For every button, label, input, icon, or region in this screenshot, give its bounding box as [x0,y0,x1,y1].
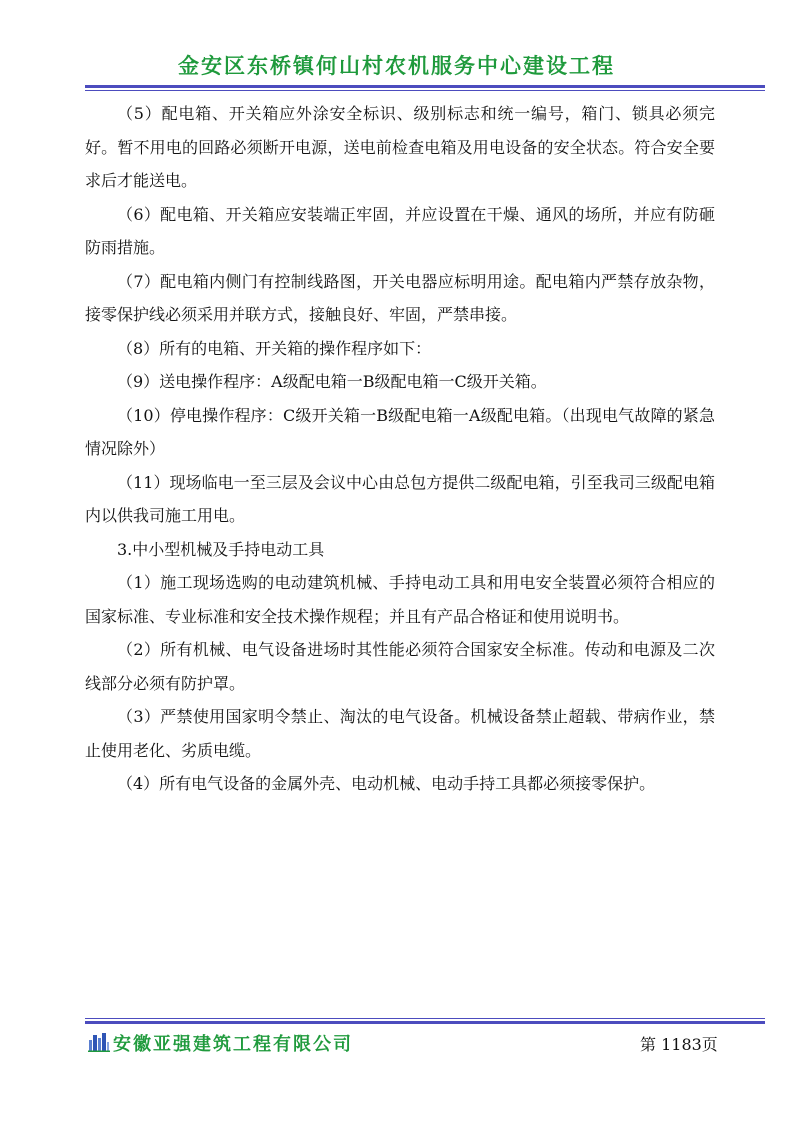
paragraph: （7）配电箱内侧门有控制线路图，开关电器应标明用途。配电箱内严禁存放杂物，接零保护线必须采用并联方式，接触良好、牢固，严禁串接。 [85,271,715,324]
paragraph: （4）所有电气设备的金属外壳、电动机械、电动手持工具都必须接零保护。 [117,774,656,793]
section-heading: 3.中小型机械及手持电动工具 [117,539,325,559]
paragraph: （3）严禁使用国家明令禁止、淘汰的电气设备。机械设备禁止超载、带病作业，禁止使用老化、劣质电缆。 [85,707,715,760]
paragraph: （8）所有的电箱、开关箱的操作程序如下： [117,338,432,358]
header-rule-thin [85,90,765,91]
header-rule-thick [85,85,765,88]
paragraph: （9）送电操作程序：A级配电箱一B级配电箱一C级开关箱。 [117,372,547,391]
paragraph: （11）现场临电一至三层及会议中心由总包方提供二级配电箱，引至我司三级配电箱内以供我司施工用电。 [85,472,715,525]
building-logo-icon [88,1032,110,1052]
document-body [85,97,715,801]
footer-company-name: 安徽亚强建筑工程有限公司 [113,1034,353,1055]
footer-rule-thick [85,1021,765,1024]
footer-rule-thin [85,1018,765,1019]
page-header-title: 金安区东桥镇何山村农机服务中心建设工程 [178,54,615,78]
paragraph: （6）配电箱、开关箱应安装端正牢固，并应设置在干燥、通风的场所，并应有防砸防雨措施。 [85,204,715,257]
paragraph: （2）所有机械、电气设备进场时其性能必须符合国家安全标准。传动和电源及二次线部分必须有防护罩。 [85,640,715,693]
page-number: 第 1183页 [640,1035,718,1054]
paragraph: （1）施工现场选购的电动建筑机械、手持电动工具和用电安全装置必须符合相应的国家标准、专业标准和安全技术操作规程；并且有产品合格证和使用说明书。 [85,573,715,626]
paragraph: （10）停电操作程序：C级开关箱一B级配电箱一A级配电箱。（出现电气故障的紧急情况除外） [85,405,715,458]
paragraph: （5）配电箱、开关箱应外涂安全标识、级别标志和统一编号，箱门、锁具必须完好。暂不用电的回路必须断开电源，送电前检查电箱及用电设备的安全状态。符合安全要求后才能送电。 [85,104,715,190]
